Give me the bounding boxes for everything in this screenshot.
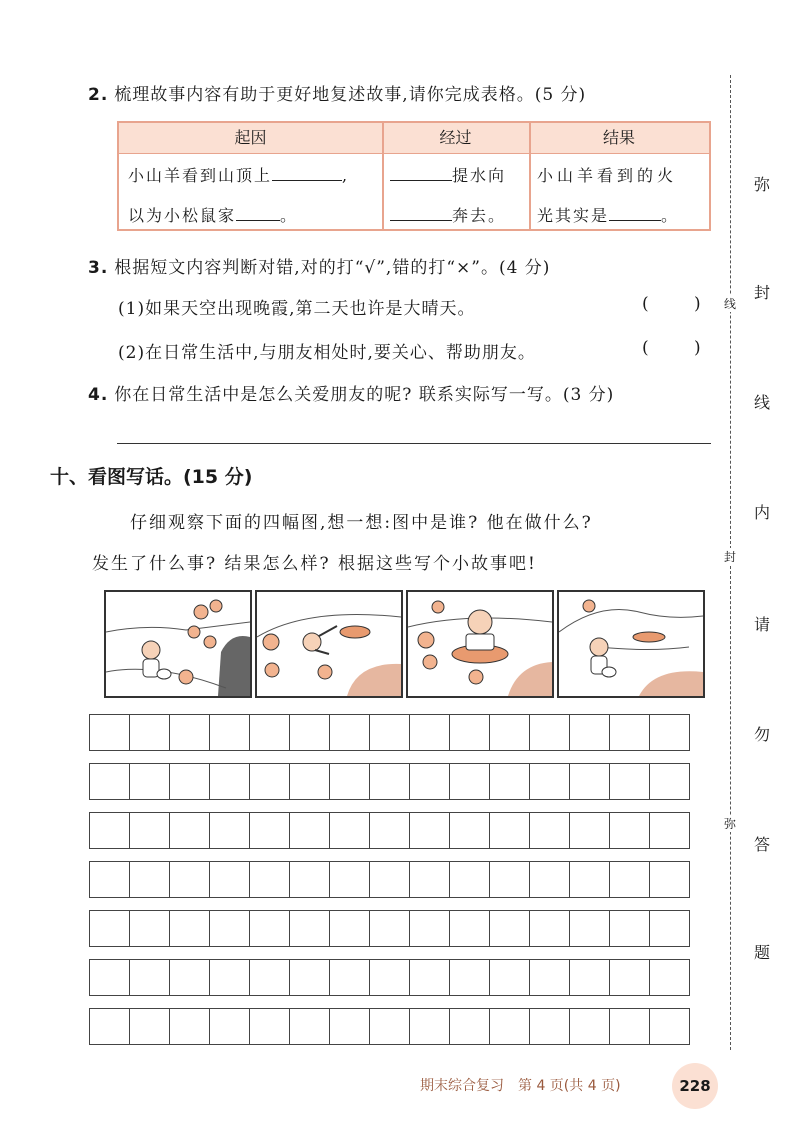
grid-cell[interactable] bbox=[490, 960, 530, 995]
question-text: 根据短文内容判断对错,对的打“√”,错的打“×”。(4 分) bbox=[114, 258, 551, 278]
binding-mark-xian: 线 bbox=[724, 297, 737, 311]
grid-cell[interactable] bbox=[370, 911, 410, 946]
section-10-title: 十、看图写话。(15 分) bbox=[50, 466, 253, 488]
result-row-2 bbox=[537, 203, 679, 226]
grid-cell[interactable] bbox=[250, 960, 290, 995]
monkey-walking-illustration bbox=[106, 592, 250, 696]
grid-cell[interactable] bbox=[170, 911, 210, 946]
grid-row bbox=[89, 910, 690, 947]
grid-cell[interactable] bbox=[490, 1009, 530, 1044]
monkey-tripping-illustration bbox=[257, 592, 401, 696]
grid-cell[interactable] bbox=[610, 1009, 650, 1044]
question-number: 4. bbox=[88, 385, 109, 405]
grid-cell[interactable] bbox=[530, 862, 570, 897]
grid-cell[interactable] bbox=[650, 911, 689, 946]
grid-cell[interactable] bbox=[650, 960, 689, 995]
grid-cell[interactable] bbox=[330, 715, 370, 750]
grid-cell[interactable] bbox=[290, 960, 330, 995]
grid-cell[interactable] bbox=[130, 960, 170, 995]
cause-text-1: 小山羊看到山顶上 bbox=[128, 166, 273, 185]
grid-row bbox=[89, 812, 690, 849]
answer-blank[interactable] bbox=[272, 166, 342, 181]
grid-cell[interactable] bbox=[570, 813, 610, 848]
instruction-line-2: 发生了什么事? 结果怎么样? 根据这些写个小故事吧! bbox=[92, 554, 537, 574]
grid-cell[interactable] bbox=[130, 715, 170, 750]
question-number: 2. bbox=[88, 85, 109, 105]
grid-cell[interactable] bbox=[410, 862, 450, 897]
grid-cell[interactable] bbox=[450, 911, 490, 946]
grid-cell[interactable] bbox=[90, 813, 130, 848]
grid-cell[interactable] bbox=[610, 911, 650, 946]
judge-open-paren-1: ( bbox=[642, 294, 649, 314]
question-3 bbox=[88, 253, 550, 278]
grid-row bbox=[89, 959, 690, 996]
grid-cell[interactable] bbox=[210, 715, 250, 750]
grid-cell[interactable] bbox=[330, 813, 370, 848]
grid-cell[interactable] bbox=[570, 764, 610, 799]
grid-cell[interactable] bbox=[570, 1009, 610, 1044]
table-header bbox=[119, 123, 709, 154]
answer-line[interactable] bbox=[117, 443, 711, 444]
grid-cell[interactable] bbox=[290, 715, 330, 750]
picture-panel-1 bbox=[104, 590, 252, 698]
grid-cell[interactable] bbox=[410, 813, 450, 848]
grid-cell[interactable] bbox=[370, 960, 410, 995]
grid-cell[interactable] bbox=[530, 960, 570, 995]
grid-cell[interactable] bbox=[170, 862, 210, 897]
judge-close-paren-1: ) bbox=[694, 294, 701, 314]
grid-cell[interactable] bbox=[170, 1009, 210, 1044]
judge-item-2: (2)在日常生活中,与朋友相处时,要关心、帮助朋友。 bbox=[118, 343, 536, 363]
grid-cell[interactable] bbox=[570, 960, 610, 995]
answer-blank[interactable] bbox=[236, 206, 280, 221]
process-row-2 bbox=[390, 203, 506, 226]
grid-cell[interactable] bbox=[610, 960, 650, 995]
grid-cell[interactable] bbox=[330, 911, 370, 946]
judge-open-paren-2: ( bbox=[642, 338, 649, 358]
result-end: 。 bbox=[661, 206, 680, 225]
margin-char: 线 bbox=[753, 393, 770, 412]
cause-end: 。 bbox=[280, 206, 299, 225]
grid-cell[interactable] bbox=[530, 715, 570, 750]
result-row-1: 小山羊看到的火 bbox=[537, 166, 678, 185]
grid-cell[interactable] bbox=[250, 715, 290, 750]
margin-char: 弥 bbox=[753, 175, 770, 194]
margin-char: 题 bbox=[753, 943, 770, 962]
question-text: 你在日常生活中是怎么关爱朋友的呢? 联系实际写一写。(3 分) bbox=[114, 385, 615, 405]
margin-char: 请 bbox=[753, 615, 770, 634]
grid-cell[interactable] bbox=[130, 911, 170, 946]
table-divider bbox=[382, 123, 384, 229]
grid-cell[interactable] bbox=[250, 1009, 290, 1044]
cause-row-1 bbox=[128, 163, 349, 186]
cause-comma: , bbox=[342, 166, 350, 185]
question-2 bbox=[88, 80, 586, 105]
grid-cell[interactable] bbox=[410, 1009, 450, 1044]
grid-cell[interactable] bbox=[250, 764, 290, 799]
picture-panel-2 bbox=[255, 590, 403, 698]
grid-row bbox=[89, 861, 690, 898]
footer-text: 期末综合复习 第 4 页(共 4 页) bbox=[420, 1078, 621, 1094]
instruction-line-1: 仔细观察下面的四幅图,想一想:图中是谁? 他在做什么? bbox=[130, 513, 593, 533]
grid-cell[interactable] bbox=[170, 715, 210, 750]
margin-char: 封 bbox=[753, 283, 770, 302]
binding-mark-feng: 封 bbox=[724, 550, 737, 564]
header-cause: 起因 bbox=[234, 128, 267, 147]
monkey-lifting-cover-illustration bbox=[408, 592, 552, 696]
grid-cell[interactable] bbox=[410, 715, 450, 750]
grid-cell[interactable] bbox=[330, 764, 370, 799]
picture-panel-3 bbox=[406, 590, 554, 698]
grid-cell[interactable] bbox=[210, 1009, 250, 1044]
question-text: 梳理故事内容有助于更好地复述故事,请你完成表格。(5 分) bbox=[114, 85, 587, 105]
grid-cell[interactable] bbox=[90, 960, 130, 995]
grid-cell[interactable] bbox=[250, 862, 290, 897]
grid-cell[interactable] bbox=[290, 764, 330, 799]
grid-cell[interactable] bbox=[450, 764, 490, 799]
judge-answer-box-1[interactable] bbox=[652, 294, 692, 316]
grid-cell[interactable] bbox=[450, 862, 490, 897]
process-row-1 bbox=[390, 163, 506, 186]
process-text-2: 奔去。 bbox=[452, 206, 507, 225]
grid-cell[interactable] bbox=[490, 862, 530, 897]
grid-cell[interactable] bbox=[130, 1009, 170, 1044]
margin-char: 内 bbox=[753, 503, 770, 522]
grid-cell[interactable] bbox=[130, 862, 170, 897]
grid-cell[interactable] bbox=[290, 911, 330, 946]
grid-cell[interactable] bbox=[250, 813, 290, 848]
judge-item-1: (1)如果天空出现晚霞,第二天也许是大晴天。 bbox=[118, 299, 476, 319]
grid-cell[interactable] bbox=[370, 813, 410, 848]
grid-row bbox=[89, 1008, 690, 1045]
cause-text-2: 以为小松鼠家 bbox=[128, 206, 237, 225]
binding-mark-mi: 弥 bbox=[724, 817, 737, 831]
monkey-leaving-illustration bbox=[559, 592, 703, 696]
writing-grid bbox=[89, 714, 690, 1057]
grid-cell[interactable] bbox=[210, 960, 250, 995]
grid-cell[interactable] bbox=[330, 862, 370, 897]
grid-cell[interactable] bbox=[210, 813, 250, 848]
grid-cell[interactable] bbox=[650, 764, 689, 799]
margin-char: 答 bbox=[753, 835, 770, 854]
grid-cell[interactable] bbox=[290, 1009, 330, 1044]
cause-row-2 bbox=[128, 203, 298, 226]
grid-cell[interactable] bbox=[410, 960, 450, 995]
grid-cell[interactable] bbox=[610, 813, 650, 848]
grid-cell[interactable] bbox=[210, 764, 250, 799]
grid-cell[interactable] bbox=[170, 813, 210, 848]
header-process: 经过 bbox=[439, 128, 472, 147]
grid-cell[interactable] bbox=[410, 764, 450, 799]
judge-close-paren-2: ) bbox=[694, 338, 701, 358]
grid-cell[interactable] bbox=[570, 715, 610, 750]
grid-cell[interactable] bbox=[650, 715, 689, 750]
grid-cell[interactable] bbox=[530, 813, 570, 848]
grid-cell[interactable] bbox=[650, 813, 689, 848]
grid-cell[interactable] bbox=[450, 960, 490, 995]
picture-panel-4 bbox=[557, 590, 705, 698]
grid-cell[interactable] bbox=[450, 715, 490, 750]
grid-row bbox=[89, 714, 690, 751]
grid-cell[interactable] bbox=[90, 1009, 130, 1044]
grid-cell[interactable] bbox=[530, 764, 570, 799]
grid-cell[interactable] bbox=[90, 862, 130, 897]
grid-cell[interactable] bbox=[90, 715, 130, 750]
grid-cell[interactable] bbox=[290, 862, 330, 897]
grid-cell[interactable] bbox=[370, 862, 410, 897]
grid-cell[interactable] bbox=[170, 764, 210, 799]
judge-answer-box-2[interactable] bbox=[652, 338, 692, 360]
grid-cell[interactable] bbox=[250, 911, 290, 946]
page-number: 228 bbox=[672, 1063, 718, 1109]
table-divider bbox=[529, 123, 531, 229]
grid-cell[interactable] bbox=[130, 764, 170, 799]
grid-cell[interactable] bbox=[530, 1009, 570, 1044]
grid-row bbox=[89, 763, 690, 800]
header-result: 结果 bbox=[602, 128, 635, 147]
grid-cell[interactable] bbox=[410, 911, 450, 946]
grid-cell[interactable] bbox=[490, 813, 530, 848]
answer-blank[interactable] bbox=[390, 166, 452, 181]
question-4 bbox=[88, 380, 614, 405]
grid-cell[interactable] bbox=[610, 764, 650, 799]
grid-cell[interactable] bbox=[290, 813, 330, 848]
grid-cell[interactable] bbox=[450, 813, 490, 848]
grid-cell[interactable] bbox=[210, 862, 250, 897]
grid-cell[interactable] bbox=[650, 1009, 689, 1044]
question-number: 3. bbox=[88, 258, 109, 278]
result-text-2: 光其实是 bbox=[537, 206, 610, 225]
margin-char: 勿 bbox=[753, 725, 770, 744]
grid-cell[interactable] bbox=[370, 715, 410, 750]
grid-cell[interactable] bbox=[370, 1009, 410, 1044]
grid-cell[interactable] bbox=[490, 715, 530, 750]
answer-blank[interactable] bbox=[390, 206, 452, 221]
process-text-1: 提水向 bbox=[452, 166, 507, 185]
grid-cell[interactable] bbox=[130, 813, 170, 848]
answer-blank[interactable] bbox=[609, 206, 661, 221]
grid-cell[interactable] bbox=[210, 911, 250, 946]
grid-cell[interactable] bbox=[90, 911, 130, 946]
grid-cell[interactable] bbox=[170, 960, 210, 995]
grid-cell[interactable] bbox=[330, 1009, 370, 1044]
grid-cell[interactable] bbox=[450, 1009, 490, 1044]
grid-cell[interactable] bbox=[570, 911, 610, 946]
grid-cell[interactable] bbox=[490, 911, 530, 946]
grid-cell[interactable] bbox=[530, 911, 570, 946]
grid-cell[interactable] bbox=[650, 862, 689, 897]
grid-cell[interactable] bbox=[330, 960, 370, 995]
grid-cell[interactable] bbox=[610, 862, 650, 897]
grid-cell[interactable] bbox=[610, 715, 650, 750]
grid-cell[interactable] bbox=[490, 764, 530, 799]
grid-cell[interactable] bbox=[570, 862, 610, 897]
story-table bbox=[117, 121, 711, 231]
grid-cell[interactable] bbox=[370, 764, 410, 799]
grid-cell[interactable] bbox=[90, 764, 130, 799]
